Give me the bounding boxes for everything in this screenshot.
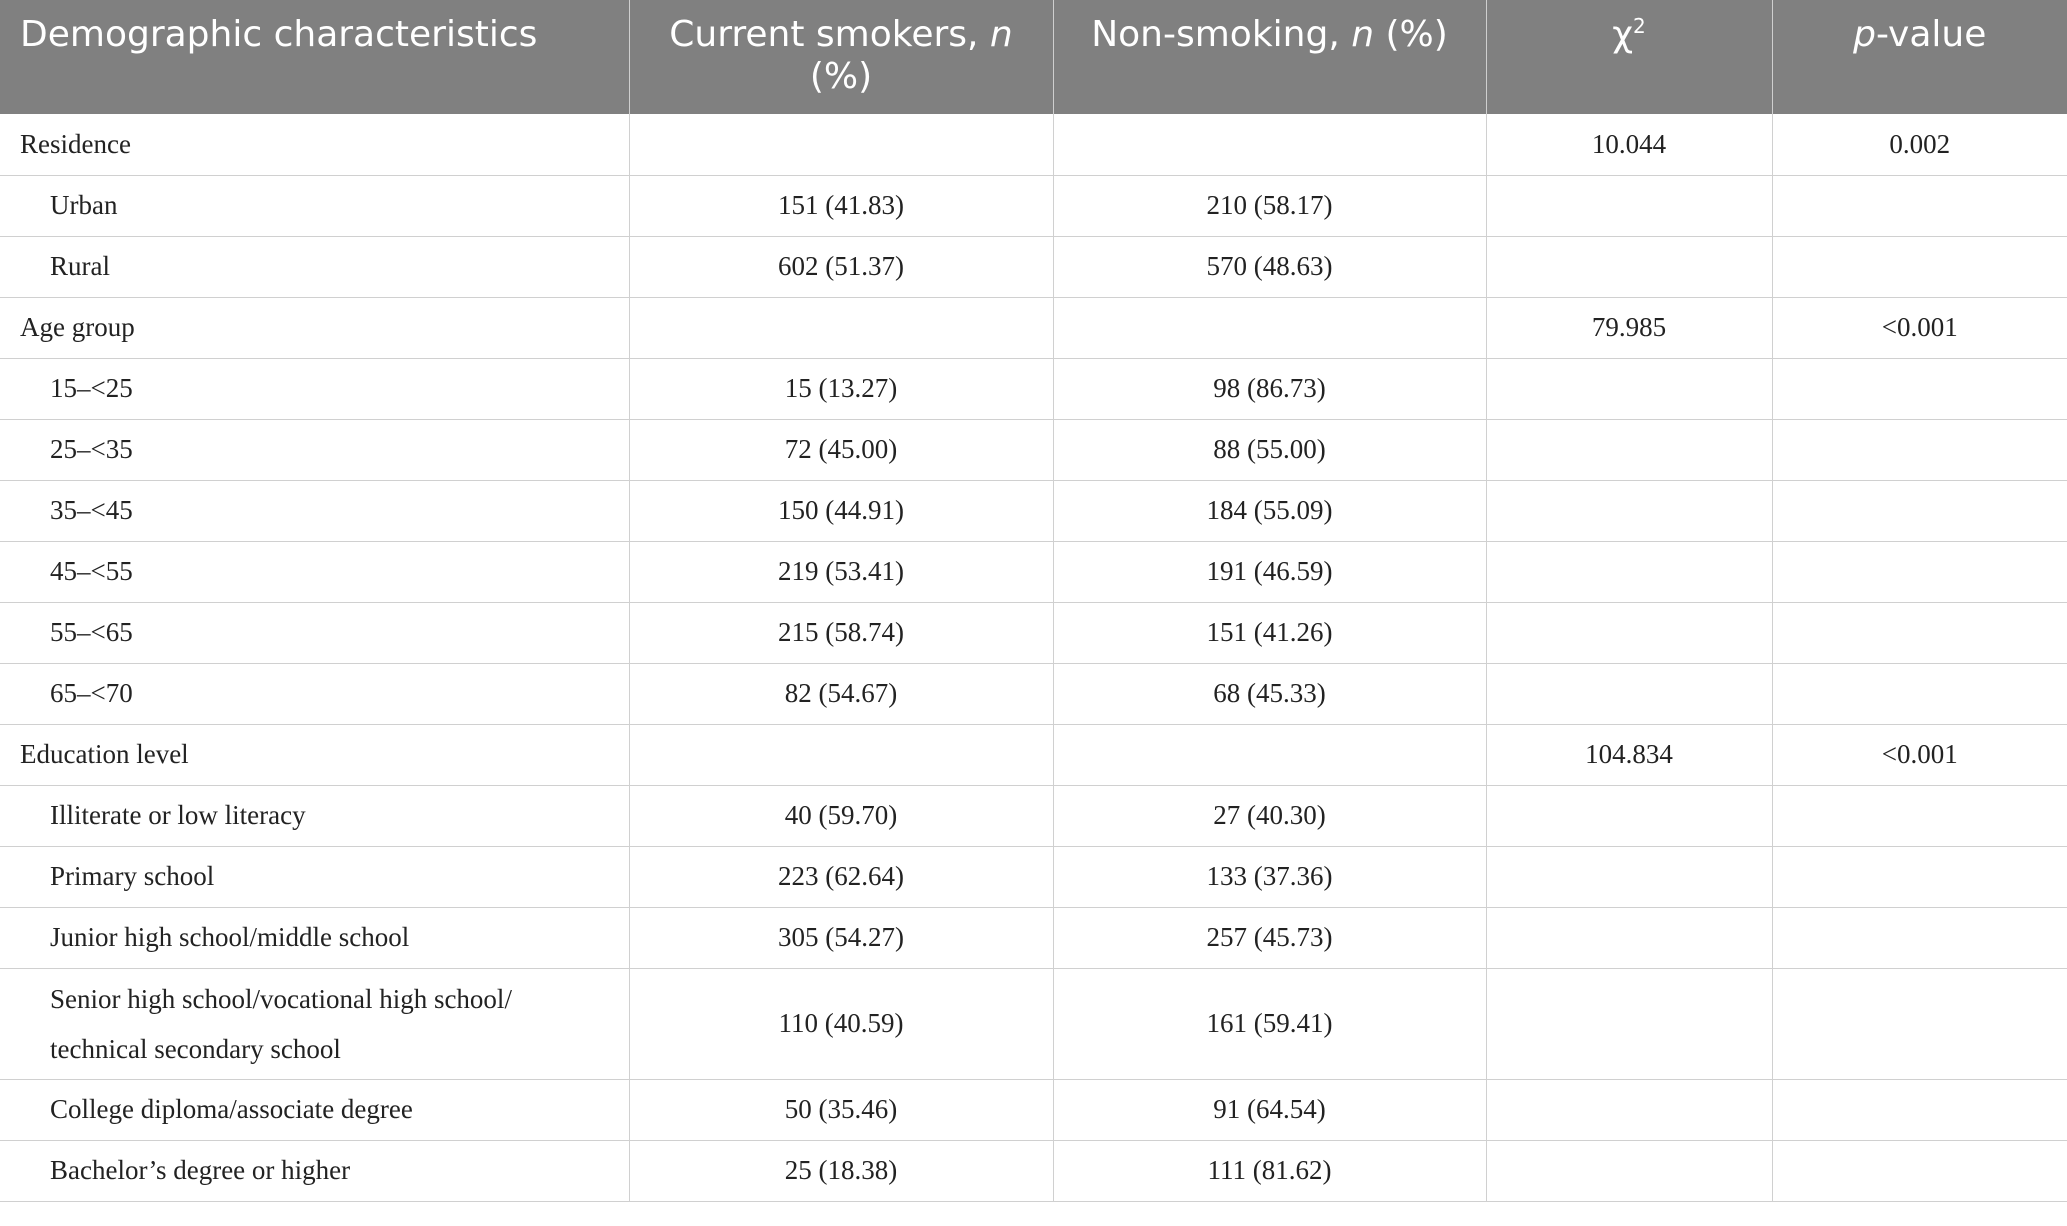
current-smokers-cell: 215 (58.74) (629, 602, 1053, 663)
table-header (0, 0, 2067, 114)
row-label: Age group (0, 297, 629, 358)
non-smoking-cell: 133 (37.36) (1053, 846, 1486, 907)
row-label: 65–<70 (0, 663, 629, 724)
table-row (0, 114, 2067, 175)
current-smokers-cell: 602 (51.37) (629, 236, 1053, 297)
p-value-cell (1772, 1140, 2067, 1201)
table-row (0, 1079, 2067, 1140)
table-body (0, 114, 2067, 1201)
non-smoking-cell: 191 (46.59) (1053, 541, 1486, 602)
non-smoking-cell: 68 (45.33) (1053, 663, 1486, 724)
p-value-cell (1772, 968, 2067, 1079)
row-label: Rural (0, 236, 629, 297)
current-smokers-cell: 25 (18.38) (629, 1140, 1053, 1201)
chi-square-cell (1486, 602, 1772, 663)
row-label: 35–<45 (0, 480, 629, 541)
row-label: Primary school (0, 846, 629, 907)
table-row (0, 541, 2067, 602)
p-value-cell (1772, 236, 2067, 297)
non-smoking-cell (1053, 114, 1486, 175)
header-chi-square: $\chi^2$ (1486, 0, 1772, 114)
chi-square-cell (1486, 1079, 1772, 1140)
chi-square-cell (1486, 541, 1772, 602)
chi-square-cell (1486, 907, 1772, 968)
chi-square-cell (1486, 1140, 1772, 1201)
p-value-cell (1772, 419, 2067, 480)
table-row (0, 663, 2067, 724)
row-label: Urban (0, 175, 629, 236)
table-row (0, 846, 2067, 907)
chi-square-cell (1486, 663, 1772, 724)
chi-square-cell (1486, 175, 1772, 236)
table-row (0, 907, 2067, 968)
non-smoking-cell: 98 (86.73) (1053, 358, 1486, 419)
row-label: Junior high school/middle school (0, 907, 629, 968)
p-value-cell (1772, 846, 2067, 907)
current-smokers-cell: 223 (62.64) (629, 846, 1053, 907)
row-label: Senior high school/vocational high school/ technical secondary school (0, 968, 629, 1079)
table-row (0, 602, 2067, 663)
chi-square-cell (1486, 236, 1772, 297)
p-value-cell (1772, 175, 2067, 236)
header-non-smoking: Non-smoking, n (%) (1053, 0, 1486, 114)
non-smoking-cell: 210 (58.17) (1053, 175, 1486, 236)
non-smoking-cell: 27 (40.30) (1053, 785, 1486, 846)
p-value-cell (1772, 358, 2067, 419)
table-row (0, 724, 2067, 785)
current-smokers-cell: 15 (13.27) (629, 358, 1053, 419)
header-row (0, 0, 2067, 114)
non-smoking-cell: 151 (41.26) (1053, 602, 1486, 663)
current-smokers-cell (629, 724, 1053, 785)
p-value-cell (1772, 541, 2067, 602)
non-smoking-cell: 161 (59.41) (1053, 968, 1486, 1079)
row-label: Education level (0, 724, 629, 785)
p-value-cell: <0.001 (1772, 724, 2067, 785)
header-demographic-characteristics: Demographic characteristics (0, 0, 629, 114)
chi-square-cell: 104.834 (1486, 724, 1772, 785)
row-label: Illiterate or low literacy (0, 785, 629, 846)
row-label: College diploma/associate degree (0, 1079, 629, 1140)
p-value-cell (1772, 907, 2067, 968)
non-smoking-cell (1053, 297, 1486, 358)
header-current-smokers: Current smokers, n (%) (629, 0, 1053, 114)
p-value-cell (1772, 663, 2067, 724)
chi-square-cell (1486, 785, 1772, 846)
current-smokers-cell: 82 (54.67) (629, 663, 1053, 724)
header-p-value: p-value (1772, 0, 2067, 114)
chi-square-cell (1486, 480, 1772, 541)
chi-square-cell (1486, 419, 1772, 480)
non-smoking-cell (1053, 724, 1486, 785)
non-smoking-cell: 88 (55.00) (1053, 419, 1486, 480)
row-label: 55–<65 (0, 602, 629, 663)
table-row (0, 785, 2067, 846)
non-smoking-cell: 184 (55.09) (1053, 480, 1486, 541)
p-value-cell (1772, 480, 2067, 541)
non-smoking-cell: 257 (45.73) (1053, 907, 1486, 968)
chi-square-cell: 10.044 (1486, 114, 1772, 175)
p-value-cell (1772, 785, 2067, 846)
row-label: 45–<55 (0, 541, 629, 602)
current-smokers-cell (629, 297, 1053, 358)
current-smokers-cell: 40 (59.70) (629, 785, 1053, 846)
non-smoking-cell: 91 (64.54) (1053, 1079, 1486, 1140)
p-value-cell (1772, 602, 2067, 663)
table-row (0, 236, 2067, 297)
current-smokers-cell: 305 (54.27) (629, 907, 1053, 968)
chi-square-cell (1486, 968, 1772, 1079)
non-smoking-cell: 570 (48.63) (1053, 236, 1486, 297)
p-value-cell (1772, 1079, 2067, 1140)
current-smokers-cell: 50 (35.46) (629, 1079, 1053, 1140)
current-smokers-cell: 219 (53.41) (629, 541, 1053, 602)
current-smokers-cell (629, 114, 1053, 175)
table-row (0, 175, 2067, 236)
row-label: 15–<25 (0, 358, 629, 419)
table-row (0, 419, 2067, 480)
p-value-cell: 0.002 (1772, 114, 2067, 175)
current-smokers-cell: 151 (41.83) (629, 175, 1053, 236)
row-label: Residence (0, 114, 629, 175)
chi-square-cell: 79.985 (1486, 297, 1772, 358)
table-row (0, 358, 2067, 419)
table-row (0, 968, 2067, 1079)
p-value-cell: <0.001 (1772, 297, 2067, 358)
current-smokers-cell: 110 (40.59) (629, 968, 1053, 1079)
table-row (0, 480, 2067, 541)
chi-square-cell (1486, 846, 1772, 907)
non-smoking-cell: 111 (81.62) (1053, 1140, 1486, 1201)
chi-square-cell (1486, 358, 1772, 419)
current-smokers-cell: 72 (45.00) (629, 419, 1053, 480)
table-row (0, 297, 2067, 358)
row-label: Bachelor’s degree or higher (0, 1140, 629, 1201)
table-row (0, 1140, 2067, 1201)
row-label: 25–<35 (0, 419, 629, 480)
current-smokers-cell: 150 (44.91) (629, 480, 1053, 541)
